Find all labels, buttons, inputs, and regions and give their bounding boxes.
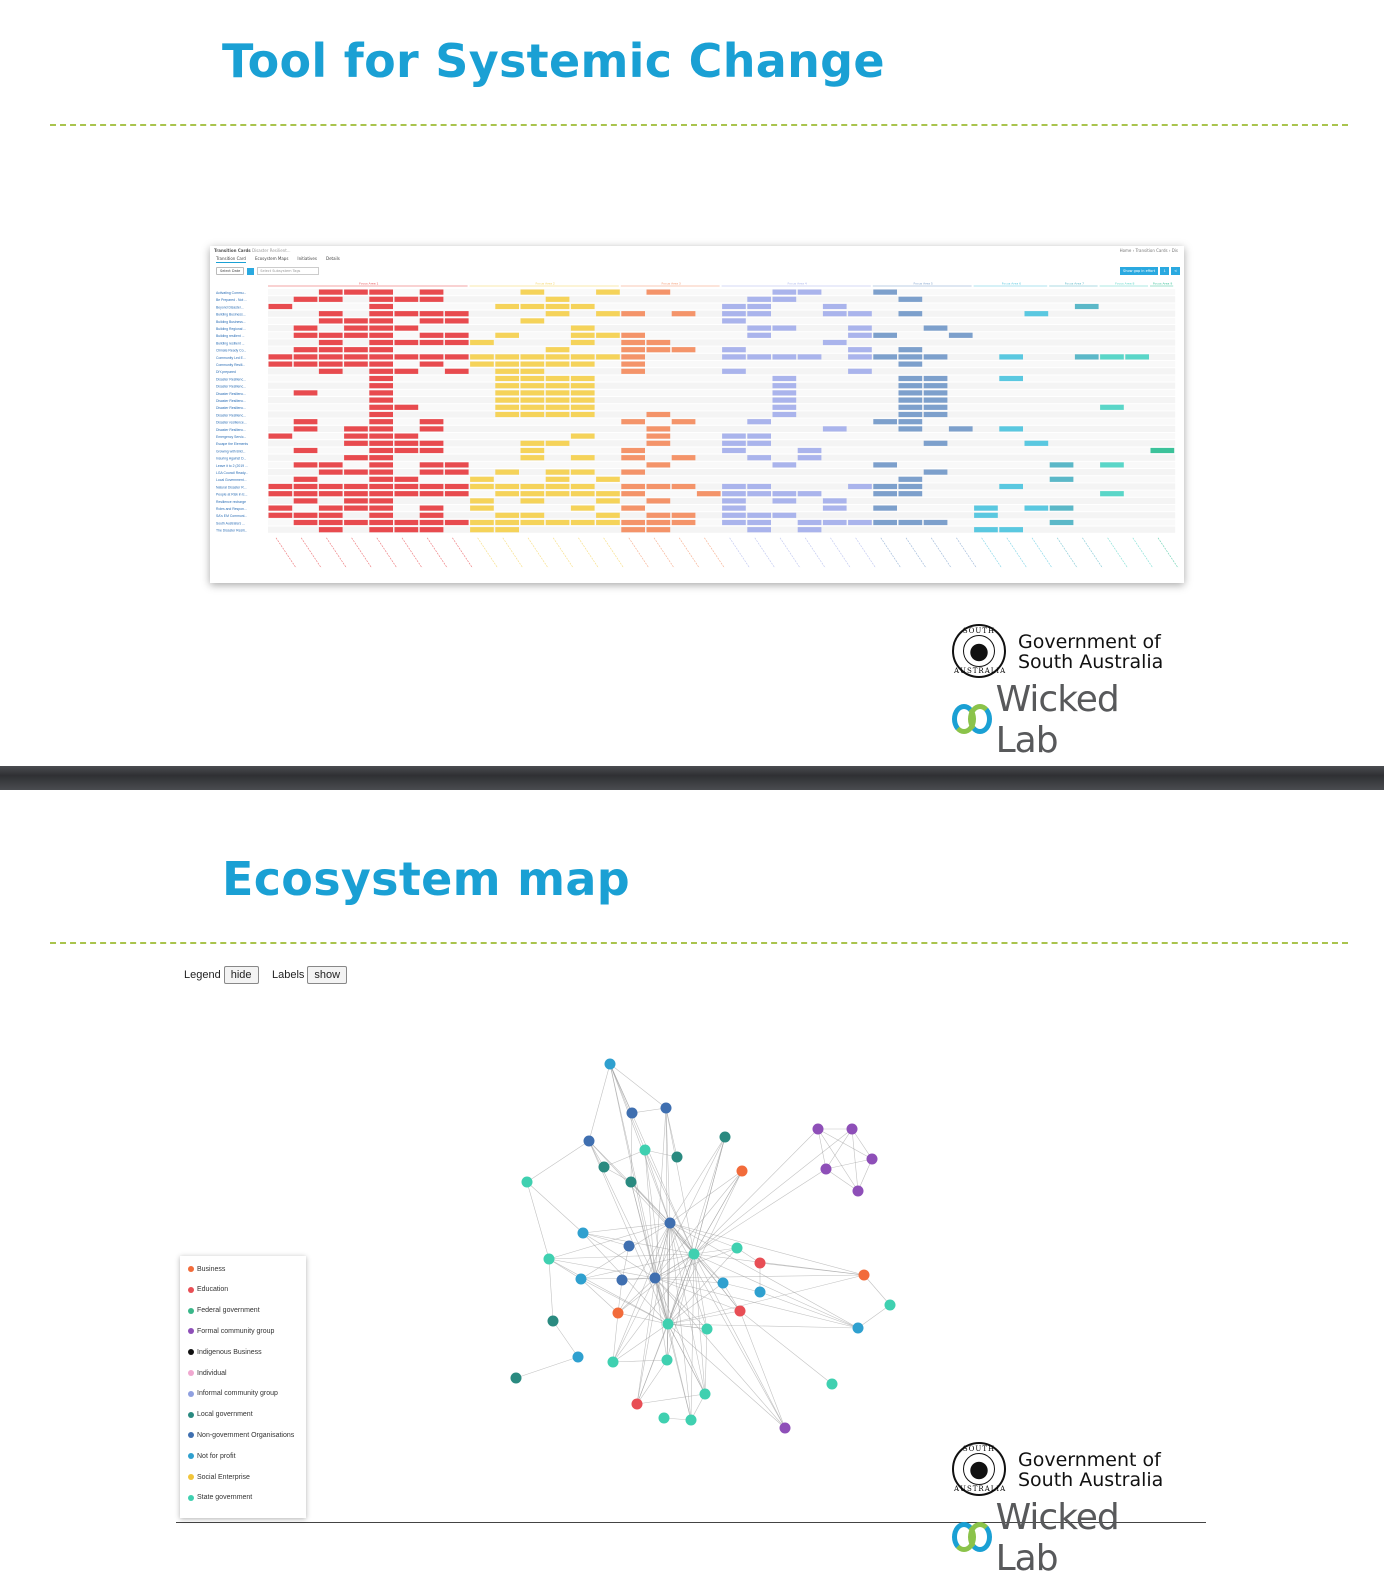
network-node[interactable] [755, 1287, 766, 1298]
legend-swatch [188, 1287, 194, 1293]
matrix-row-label: Be Prepared - Not ... [216, 298, 248, 303]
network-edge [516, 1357, 578, 1378]
legend-label: Federal government [197, 1307, 260, 1315]
network-node[interactable] [573, 1352, 584, 1363]
legend-label: Local government [197, 1411, 253, 1419]
network-edge [637, 1394, 705, 1404]
network-edge [631, 1113, 632, 1182]
network-edge [694, 1169, 826, 1254]
network-edge [694, 1129, 818, 1254]
logos [950, 616, 1180, 761]
matrix-row-label: Climate Ready Co... [216, 348, 247, 353]
network-edge [694, 1254, 785, 1428]
network-edge [527, 1141, 589, 1182]
network-node[interactable] [665, 1218, 676, 1229]
legend-label: Formal community group [197, 1327, 275, 1335]
network-edge [549, 1259, 553, 1321]
network-node[interactable] [624, 1241, 635, 1252]
network-node[interactable] [700, 1389, 711, 1400]
network-edge [637, 1360, 667, 1404]
matrix-row-label: Resilience recharge [216, 499, 246, 504]
network-edge [760, 1263, 864, 1275]
network-edge [613, 1324, 668, 1362]
focus-area-header: Focus Area 4 [787, 281, 807, 286]
legend-label: Non-government Organisations [197, 1431, 295, 1439]
network-node[interactable] [813, 1124, 824, 1135]
network-node[interactable] [640, 1145, 651, 1156]
network-node[interactable] [853, 1323, 864, 1334]
legend-panel [180, 1256, 306, 1518]
matrix-row-label: DiY-prepared [216, 370, 236, 375]
labels-control [272, 966, 347, 984]
network-node[interactable] [584, 1136, 595, 1147]
network-node[interactable] [689, 1249, 700, 1260]
network-edge [613, 1360, 667, 1362]
network-edge [864, 1275, 890, 1305]
matrix-row-label: Natural Disaster R... [216, 485, 247, 490]
logos [950, 1434, 1180, 1579]
focus-area-header: Focus Area 7 [1064, 281, 1085, 286]
wicked-lab-logo: Wicked Lab [952, 698, 1180, 742]
slide-separator [0, 766, 1384, 790]
network-node[interactable] [718, 1278, 729, 1289]
legend-label: Indigenous Business [197, 1348, 262, 1356]
share-icon[interactable]: ≺ [1171, 267, 1180, 275]
network-node[interactable] [627, 1108, 638, 1119]
network-edge [666, 1108, 694, 1254]
matrix-row-label: People at Risk in E... [216, 492, 248, 497]
network-edge [668, 1324, 785, 1428]
network-node[interactable] [885, 1300, 896, 1311]
transition-card-screenshot [210, 246, 1184, 583]
tab-ecosystem-maps[interactable]: Ecosystem Maps [254, 256, 289, 261]
legend-item [188, 1430, 294, 1440]
matrix-row-label: The Disaster Resili... [216, 528, 248, 533]
matrix-row-label: Roles and Respon... [216, 507, 247, 511]
legend-label: Social Enterprise [197, 1473, 250, 1481]
focus-area-header: Focus Area 1 [359, 281, 379, 286]
matrix-row-label: Disaster resilience... [216, 420, 247, 425]
network-node[interactable] [720, 1132, 731, 1143]
focus-area-header: Focus Area 5 [913, 281, 933, 286]
slide-ecosystem-map [0, 790, 1384, 1588]
slide-tool-for-systemic-change [0, 0, 1384, 766]
matrix-row-label: Building resilient ... [216, 334, 245, 339]
network-node[interactable] [511, 1373, 522, 1384]
network-edge [668, 1171, 742, 1324]
focus-area-header: Focus Area 3 [661, 281, 681, 286]
legend-item [188, 1472, 250, 1482]
slide-title: Ecosystem map [222, 852, 630, 906]
legend-item [188, 1451, 236, 1461]
matrix-row-label: Growing with Brid... [216, 449, 246, 454]
network-node[interactable] [735, 1306, 746, 1317]
network-node[interactable] [662, 1355, 673, 1366]
legend-swatch [188, 1328, 194, 1334]
network-edge [694, 1129, 852, 1254]
legend-item [188, 1410, 253, 1420]
network-node[interactable] [755, 1258, 766, 1269]
legend-item [188, 1285, 228, 1295]
screenshot-tab-title: Transition Cards Disaster Resilient... [214, 248, 291, 253]
tab-transition-card[interactable]: Transition Card [216, 256, 246, 261]
legend-item [188, 1368, 227, 1378]
network-node[interactable] [853, 1186, 864, 1197]
dashed-divider [50, 124, 1348, 126]
legend-swatch [188, 1453, 194, 1459]
focus-area-header: Focus Area 8 [1115, 281, 1135, 286]
network-edge [655, 1278, 858, 1328]
network-edge [668, 1324, 705, 1394]
network-edge [527, 1182, 549, 1259]
labels-label: Labels [272, 969, 305, 981]
labels-show-button[interactable]: show [307, 966, 347, 984]
matrix-row-label: Beyond Disaster... [216, 305, 244, 310]
network-node[interactable] [578, 1228, 589, 1239]
network-node[interactable] [605, 1059, 616, 1070]
network-edge [583, 1233, 629, 1246]
network-node[interactable] [617, 1275, 628, 1286]
legend-control [184, 966, 259, 984]
legend-label: Legend [184, 969, 221, 981]
network-node[interactable] [847, 1124, 858, 1135]
matrix-row-label: Community Resili... [216, 363, 246, 367]
legend-swatch [188, 1432, 194, 1438]
legend-label: Individual [197, 1369, 227, 1377]
network-node[interactable] [522, 1177, 533, 1188]
matrix-row-label: Disaster Resilienc... [216, 427, 246, 432]
network-node[interactable] [544, 1254, 555, 1265]
show-gap-button[interactable]: Show gap in effort [1120, 267, 1158, 275]
matrix-row-label: Building resilient ... [216, 341, 245, 346]
network-node[interactable] [613, 1308, 624, 1319]
matrix-row-label: Escape the Elements [216, 442, 249, 447]
matrix-row-label: LGA Council Ready... [216, 471, 249, 475]
network-edge [589, 1064, 610, 1141]
legend-label: State government [197, 1494, 253, 1502]
legend-swatch [188, 1412, 194, 1418]
network-edge [581, 1279, 618, 1313]
network-node[interactable] [859, 1270, 870, 1281]
matrix-row-label: Disaster Resilienc... [216, 384, 246, 389]
legend-item [188, 1389, 278, 1399]
network-edge [760, 1292, 858, 1328]
legend-item [188, 1347, 262, 1357]
focus-area-header: Focus Area 2 [535, 281, 555, 286]
matrix-row-label: Disaster Resilienc... [216, 399, 246, 403]
network-edge [818, 1129, 872, 1159]
focus-area-header: Focus Area 9 [1152, 281, 1173, 286]
network-edge [670, 1137, 725, 1223]
matrix-row-label: Building Regional ... [216, 327, 247, 331]
matrix-row-label: Emergency Servic... [216, 435, 247, 439]
government-of-south-australia-logo [950, 616, 1180, 680]
wicked-lab-infinity-icon [952, 1518, 992, 1558]
slide-title: Tool for Systemic Change [222, 34, 885, 88]
legend-swatch [188, 1391, 194, 1397]
legend-label: Not for profit [197, 1452, 236, 1460]
network-node[interactable] [659, 1413, 670, 1424]
legend-hide-button[interactable]: hide [224, 966, 259, 984]
matrix-row-label: Community Led E... [216, 355, 246, 360]
legend-swatch [188, 1266, 194, 1272]
matrix-row-label: Local Government... [216, 478, 247, 483]
network-node[interactable] [632, 1399, 643, 1410]
network-edge [705, 1329, 707, 1394]
network-edge [527, 1182, 583, 1233]
matrix-row-label: Disaster Resilienc... [216, 377, 246, 382]
matrix-row-label: Leave it to 2 (2019 ... [216, 463, 248, 468]
legend-item [188, 1326, 274, 1336]
legend-swatch [188, 1370, 194, 1376]
wicked-lab-infinity-icon [952, 700, 992, 740]
government-text: Government of South Australia [1018, 1449, 1164, 1491]
network-node[interactable] [702, 1324, 713, 1335]
network-node[interactable] [867, 1154, 878, 1165]
network-edge [858, 1305, 890, 1328]
subsystem-tags-input[interactable]: Select Subsystem Tags [257, 267, 319, 275]
matrix-row-label: Building Business... [216, 319, 246, 324]
matrix-row-label: SA's EM Communi... [216, 514, 248, 519]
south-australia-seal-icon: SOUTH AUSTRALIA [952, 1442, 1006, 1496]
network-node[interactable] [732, 1243, 743, 1254]
network-node[interactable] [599, 1162, 610, 1173]
government-text: Government of South Australia [1018, 631, 1164, 673]
select-date-dropdown[interactable]: Select Date [216, 267, 244, 275]
focus-area-header: Focus Area 6 [1001, 281, 1022, 286]
matrix-row-label: Building Business... [216, 312, 246, 317]
matrix-row-label: Disaster Resilienc... [216, 413, 246, 418]
screenshot-breadcrumb: Home › Transition Cards › Dis [1119, 248, 1178, 253]
network-edge [604, 1150, 645, 1167]
legend-swatch [188, 1308, 194, 1314]
tab-details[interactable]: Details [325, 256, 340, 261]
network-edge [826, 1129, 852, 1169]
legend-swatch [188, 1495, 194, 1501]
network-node[interactable] [827, 1379, 838, 1390]
network-node[interactable] [650, 1273, 661, 1284]
download-icon[interactable]: ⇩ [1160, 267, 1169, 275]
legend-swatch [188, 1474, 194, 1480]
network-node[interactable] [663, 1319, 674, 1330]
network-node[interactable] [548, 1316, 559, 1327]
legend-label: Business [197, 1265, 226, 1273]
network-node[interactable] [661, 1103, 672, 1114]
network-edge [549, 1259, 655, 1278]
matrix-row-label: Insuring Against D... [216, 456, 247, 461]
government-of-south-australia-logo [950, 1434, 1180, 1498]
matrix-row-label: South Australia's ... [216, 521, 245, 526]
network-edge [852, 1129, 858, 1191]
south-australia-seal-icon: SOUTH AUSTRALIA [952, 624, 1006, 678]
legend-label: Informal community group [197, 1390, 278, 1398]
network-node[interactable] [821, 1164, 832, 1175]
network-edge [610, 1064, 645, 1150]
tab-initiatives[interactable]: Initiatives [297, 256, 317, 261]
legend-item [188, 1264, 225, 1274]
matrix-row-label: Disaster Resilienc... [216, 406, 246, 411]
network-node[interactable] [780, 1423, 791, 1434]
network-edge [826, 1169, 858, 1191]
matrix-row-label: Activating Commu... [216, 291, 247, 295]
network-edge [826, 1159, 872, 1169]
legend-item [188, 1306, 260, 1316]
legend-swatch [188, 1349, 194, 1355]
network-node[interactable] [672, 1152, 683, 1163]
wicked-lab-logo: Wicked Lab [952, 1516, 1180, 1560]
network-node[interactable] [626, 1177, 637, 1188]
network-node[interactable] [686, 1415, 697, 1426]
network-edge [655, 1278, 785, 1428]
network-node[interactable] [608, 1357, 619, 1368]
network-edge [553, 1321, 578, 1357]
matrix-row-label: Disaster Resilienc... [216, 391, 246, 396]
transition-card-matrix [210, 246, 1184, 583]
legend-label: Education [197, 1286, 229, 1294]
network-node[interactable] [576, 1274, 587, 1285]
legend-item [188, 1493, 252, 1503]
network-edge [613, 1313, 618, 1362]
network-edge [723, 1283, 760, 1292]
network-node[interactable] [737, 1166, 748, 1177]
network-edge [549, 1259, 668, 1324]
